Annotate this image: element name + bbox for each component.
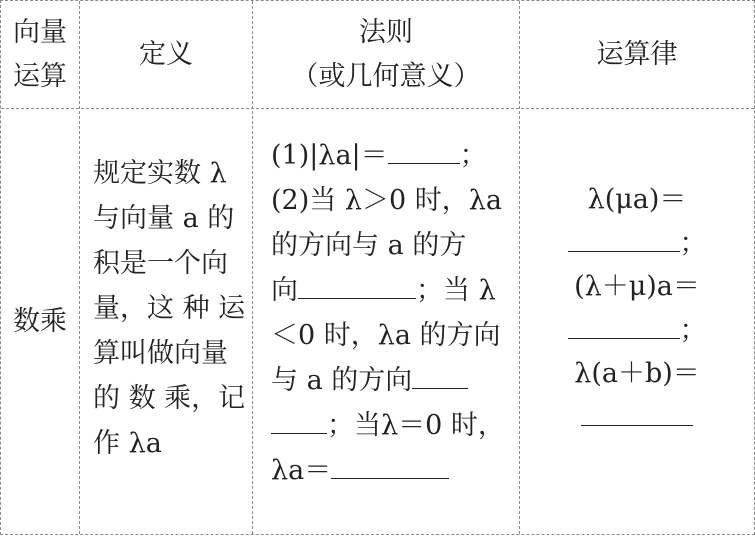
laws-text	[520, 178, 754, 439]
law-line: (λ＋μ)a＝	[574, 271, 700, 302]
definition-line: 积是一个向	[93, 248, 228, 279]
rule-line	[271, 448, 516, 493]
answer-blank	[568, 308, 680, 339]
rule-line-8: λa＝	[271, 455, 332, 486]
rule-line	[271, 358, 516, 403]
header-rule-line1: 法则	[359, 16, 413, 48]
answer-blank	[412, 358, 468, 389]
rule-text	[271, 133, 516, 493]
definition-text	[93, 151, 249, 466]
header-divider	[1, 108, 754, 109]
answer-blank	[271, 403, 327, 434]
definition-line: 量，这 种 运	[93, 293, 246, 324]
header-operation-line2: 运算	[13, 60, 67, 92]
header-rule-line2: （或几何意义）	[291, 60, 481, 92]
rule-line-6: 与 a 的方向	[271, 365, 413, 396]
law-blank-line	[520, 395, 754, 439]
law-blank-line	[520, 308, 754, 352]
definition-line: 的 数 乘，记	[93, 383, 246, 414]
definition-line: 作 λa	[93, 428, 162, 459]
header-operation	[1, 1, 79, 108]
answer-blank	[568, 221, 680, 252]
rule-line: 的方向与 a 的方	[271, 230, 467, 261]
answer-blank	[298, 268, 416, 299]
rule-semicolon: ；	[459, 140, 487, 171]
law-semicolon: ；	[679, 228, 707, 259]
law-semicolon: ；	[679, 315, 707, 346]
header-rule	[253, 1, 519, 108]
rule-line: (2)当 λ＞0 时，λa	[271, 185, 502, 216]
definition-line: 算叫做向量	[93, 338, 228, 369]
header-definition: 定义	[139, 39, 193, 70]
law-blank-line	[520, 221, 754, 265]
definition-line: 与向量 a 的	[93, 203, 235, 234]
law-line: λ(μa)＝	[587, 184, 687, 215]
header-operation-line1: 向量	[13, 16, 67, 48]
rule-line-1: (1)|λa|＝	[271, 140, 388, 171]
answer-blank	[388, 133, 460, 164]
header-laws: 运算律	[596, 39, 678, 70]
rule-line: ＜0 时，λa 的方向	[271, 320, 501, 351]
rule-line	[271, 403, 516, 448]
rule-line	[271, 133, 516, 178]
law-line: λ(a＋b)＝	[574, 358, 700, 389]
rule-line	[271, 268, 516, 313]
rule-line-7: ；当λ＝0 时，	[327, 410, 505, 441]
definition-line: 规定实数 λ	[93, 158, 227, 189]
rule-line-4b: ；当 λ	[416, 275, 496, 306]
answer-blank	[581, 395, 693, 426]
operation-name: 数乘	[13, 306, 67, 337]
answer-blank	[331, 448, 449, 479]
rule-line-4a: 向	[271, 275, 298, 306]
